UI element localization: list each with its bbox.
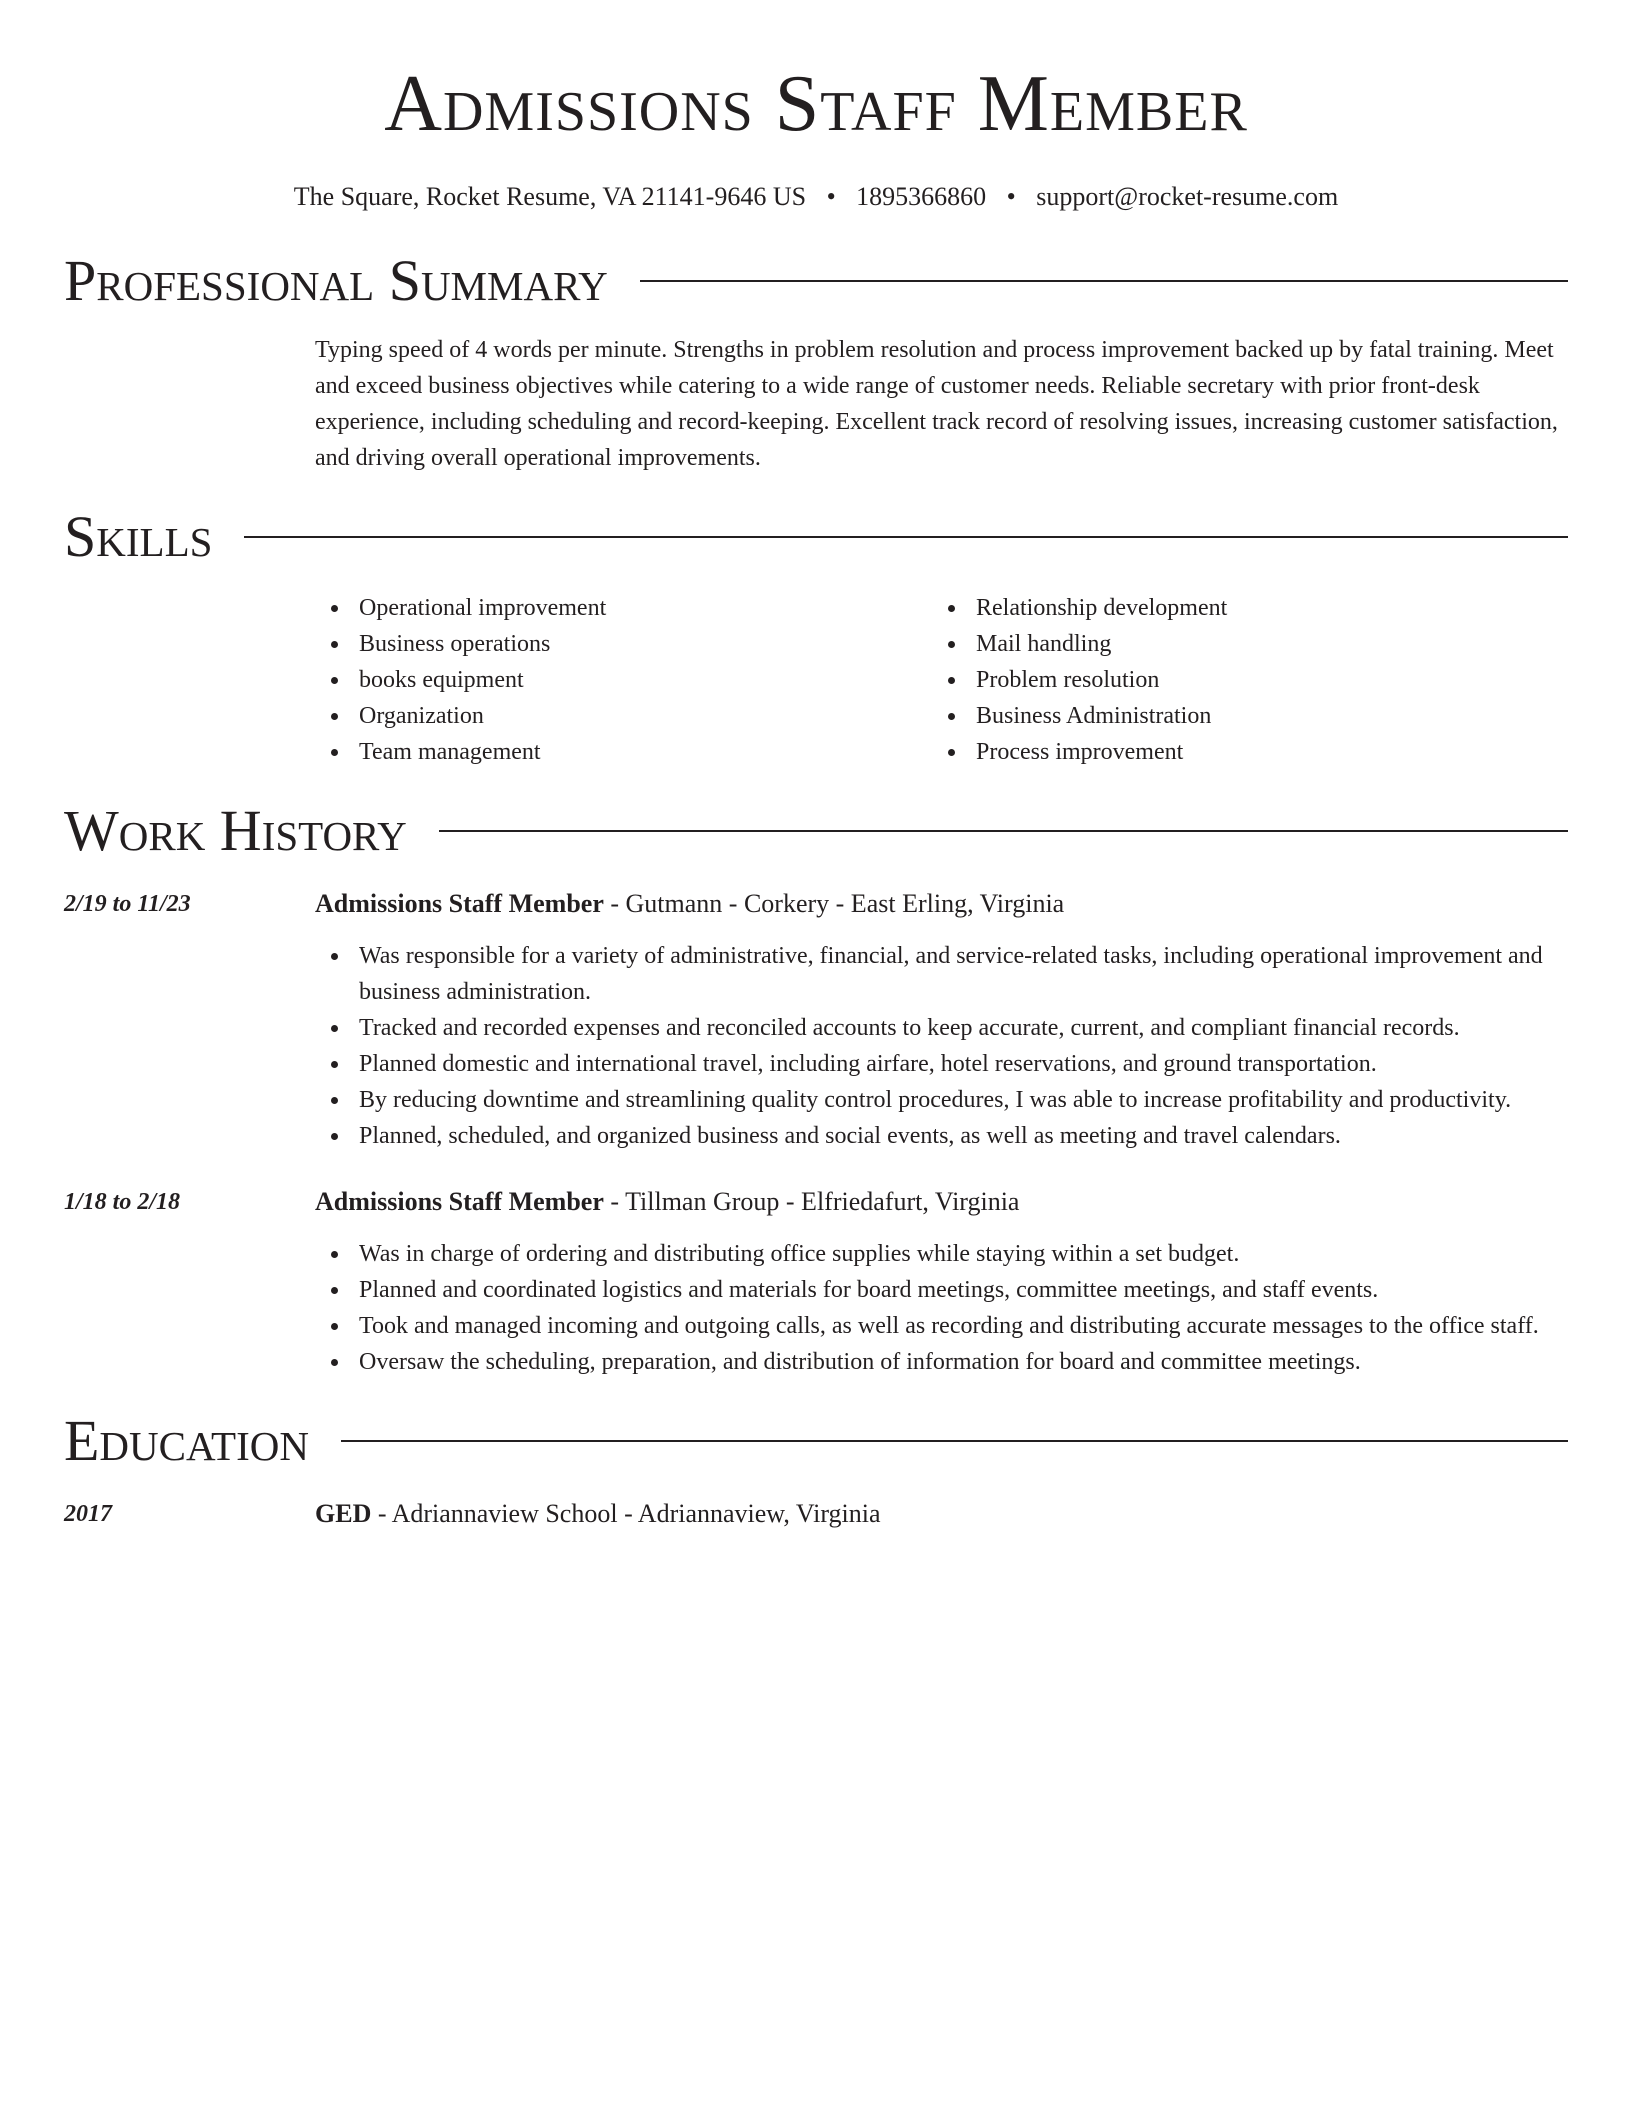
skill-item: Mail handling — [932, 626, 1549, 662]
education-year: 2017 — [64, 1501, 112, 1527]
skill-item: Team management — [315, 734, 932, 770]
job-title: Admissions Staff Member — [315, 889, 604, 918]
contact-separator: • — [1006, 182, 1016, 211]
job-dates: 2/19 to 11/23 — [64, 891, 191, 917]
job-entry — [64, 1184, 1568, 1380]
skills-list — [315, 590, 1568, 770]
job-duty: Planned and coordinated logistics and materials for board meetings, committee meetings, and staff events. — [315, 1272, 1568, 1308]
skill-item: Operational improvement — [315, 590, 932, 626]
skills-column-right — [932, 590, 1549, 770]
skills-section-title: Skills — [64, 504, 213, 569]
job-dates: 1/18 to 2/18 — [64, 1189, 181, 1215]
skill-item: Business Administration — [932, 698, 1549, 734]
education-degree: GED — [315, 1499, 372, 1528]
job-duty: Was responsible for a variety of administrative, financial, and service-related tasks, including operational improvement and business administration. — [315, 938, 1568, 1010]
summary-section-header — [64, 248, 1568, 314]
skills-column-left — [315, 590, 932, 770]
skill-item: Problem resolution — [932, 662, 1549, 698]
job-duty: By reducing downtime and streamlining quality control procedures, I was able to increase profitability and productivity. — [315, 1082, 1568, 1118]
job-duties — [315, 938, 1568, 1154]
skill-item: Relationship development — [932, 590, 1549, 626]
section-divider — [341, 1440, 1568, 1442]
job-employer: - Tillman Group - Elfriedafurt, Virginia — [603, 1187, 1020, 1216]
skill-item: Organization — [315, 698, 932, 734]
job-employer: - Gutmann - Corkery - East Erling, Virginia — [603, 889, 1065, 918]
contact-address: The Square, Rocket Resume, VA 21141-9646 US — [293, 182, 807, 211]
section-divider — [439, 830, 1568, 832]
job-heading — [315, 886, 1568, 922]
contact-separator: • — [826, 182, 836, 211]
work-section-title: Work History — [64, 798, 407, 863]
contact-line — [64, 180, 1568, 214]
candidate-name: Admissions Staff Member — [384, 60, 1248, 148]
work-section-header — [64, 798, 1568, 864]
skill-item: Business operations — [315, 626, 932, 662]
education-heading — [315, 1496, 881, 1532]
job-duty: Took and managed incoming and outgoing calls, as well as recording and distributing accurate messages to the office staff. — [315, 1308, 1568, 1344]
job-entry — [64, 886, 1568, 1154]
section-divider — [640, 280, 1568, 282]
education-section-header — [64, 1408, 1568, 1474]
job-duty: Planned, scheduled, and organized business and social events, as well as meeting and travel calendars. — [315, 1118, 1568, 1154]
job-duty: Tracked and recorded expenses and reconciled accounts to keep accurate, current, and compliant financial records. — [315, 1010, 1568, 1046]
job-body — [315, 886, 1568, 1154]
education-entry — [64, 1496, 1568, 1548]
job-body — [315, 1184, 1568, 1380]
summary-text: Typing speed of 4 words per minute. Strengths in problem resolution and process improvement backed up by fatal training. Meet and exceed business objectives while catering to a wide range of customer needs. Reliable secretary with prior front-desk experience, including scheduling and record-keeping. Excellent track record of resolving issues, increasing customer satisfaction, and driving overall operational improvements. — [315, 337, 1558, 471]
contact-phone: 1895366860 — [856, 182, 987, 211]
job-duty: Planned domestic and international travel, including airfare, hotel reservations, and ground transportation. — [315, 1046, 1568, 1082]
skill-item: books equipment — [315, 662, 932, 698]
job-heading — [315, 1184, 1568, 1220]
skill-item: Process improvement — [932, 734, 1549, 770]
job-duty: Was in charge of ordering and distributing office supplies while staying within a set budget. — [315, 1236, 1568, 1272]
job-title: Admissions Staff Member — [315, 1187, 604, 1216]
job-duties — [315, 1236, 1568, 1380]
resume-page — [64, 0, 1568, 1548]
job-duty: Oversaw the scheduling, preparation, and distribution of information for board and committee meetings. — [315, 1344, 1568, 1380]
education-school: - Adriannaview School - Adriannaview, Virginia — [371, 1499, 881, 1528]
education-section-title: Education — [64, 1408, 309, 1473]
summary-section-title: Professional Summary — [64, 248, 608, 313]
skills-section-header — [64, 504, 1568, 570]
section-divider — [244, 536, 1568, 538]
contact-email: support@rocket-resume.com — [1036, 182, 1339, 211]
